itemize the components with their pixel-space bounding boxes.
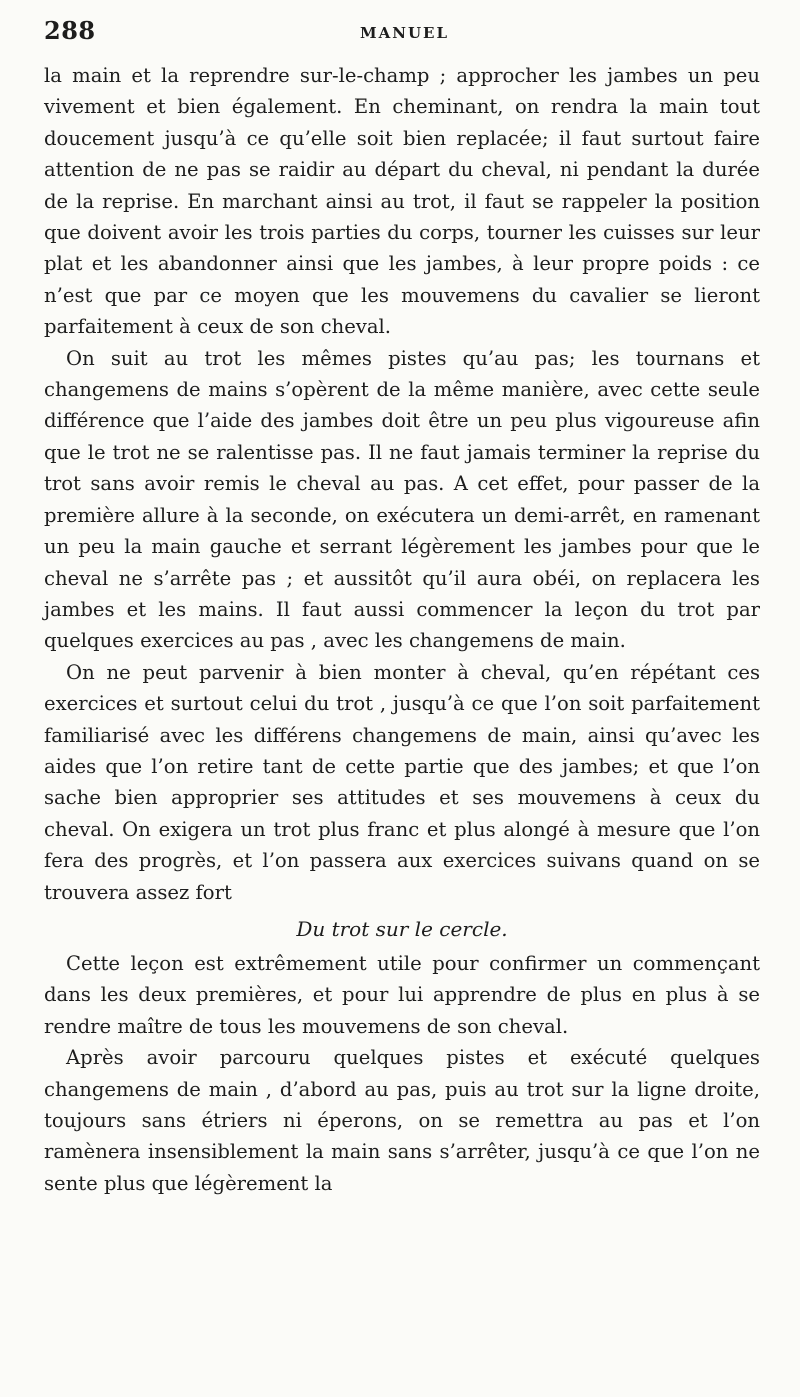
paragraph-trot-pistes: On suit au trot les mêmes pistes qu’au pas; les tournans et changemens de mains s’opèrent de la même manière, avec cette seule différence que l’aide des jambes doit être un peu plus vigoureuse afin que le trot ne se ralentisse pas. Il ne faut jamais terminer la reprise du trot sans avoir remis le cheval au pas. A cet effet, pour passer de la première allure à la seconde, on exécutera un demi-arrêt, en ramenant un peu la main gauche et serrant légèrement les jambes pour que le cheval ne s’arrête pas ; et aussitôt qu’il aura obéi, on replacera les jambes et les mains. Il faut aussi commencer la leçon du trot par quelques exercices au pas , avec les changemens de main. (44, 346, 760, 653)
paragraph-continued: la main et la reprendre sur-le-champ ; approcher les jambes un peu vivement et bien également. En cheminant, on rendra la main tout doucement jusqu’à ce qu’elle soit bien replacée; il faut surtout faire attention de ne pas se raidir au départ du cheval, ni pendant la durée de la reprise. En marchant ainsi au trot, il faut se rappeler la position que doivent avoir les trois parties du corps, tourner les cuisses sur leur plat et les abandonner ainsi que les jambes, à leur propre poids : ce n’est que par ce moyen que les mouvemens du cavalier se lieront parfaitement à ceux de son cheval. (44, 64, 760, 339)
running-title: MANUEL (360, 24, 450, 42)
paragraph-exercises: On ne peut parvenir à bien monter à cheval, qu’en répétant ces exercices et surtout celui du trot , jusqu’à ce que l’on soit parfaitement familiarisé avec les différens changemens de main, ainsi qu’avec les aides que l’on retire tant de cette partie que des jambes; et que l’on sache bien approprier ses attitudes et ses mouvemens à ceux du cheval. On exigera un trot plus franc et plus alongé à mesure que l’on fera des progrès, et l’on passera aux exercices suivans quand on se trouvera assez fort (44, 660, 760, 904)
running-head (44, 16, 760, 60)
page-number: 288 (44, 16, 96, 45)
paragraph-lesson-utility: Cette leçon est extrêmement utile pour confirmer un commençant dans les deux premières, et pour lui apprendre de plus en plus à se rendre maître de tous les mouvemens de son cheval. (44, 951, 760, 1038)
paragraph-after-pistes: Après avoir parcouru quelques pistes et exécuté quelques changemens de main , d’abord au pas, puis au trot sur la ligne droite, toujours sans étriers ni éperons, on se remettra au pas et l’on ramènera insensiblement la main sans s’arrêter, jusqu’à ce que l’on ne sente plus que légèrement la (44, 1046, 760, 1195)
body-text (44, 60, 760, 1199)
section-title: Du trot sur le cercle. (296, 916, 508, 941)
book-page (44, 16, 760, 1199)
